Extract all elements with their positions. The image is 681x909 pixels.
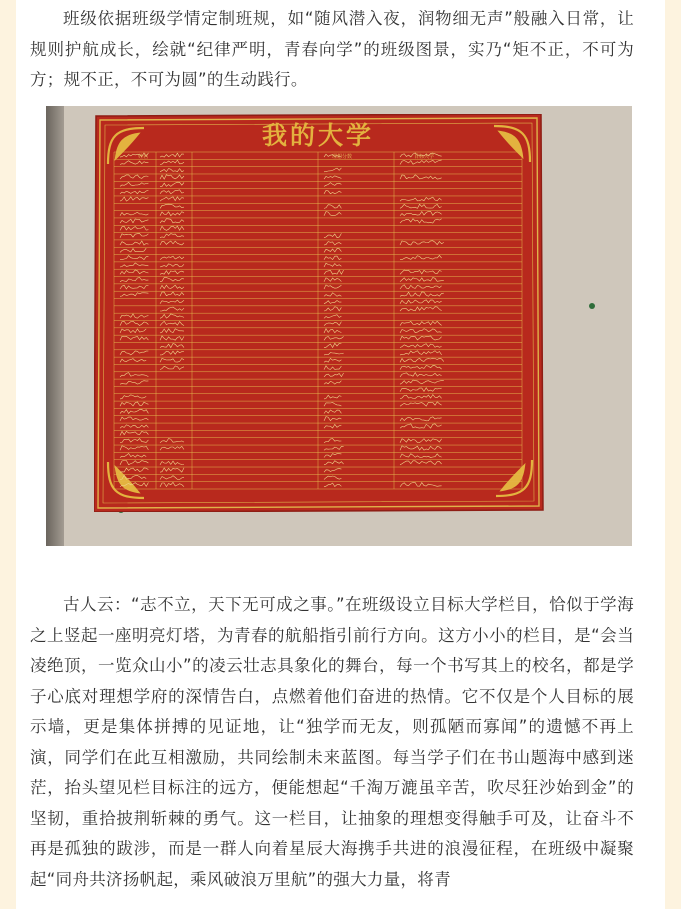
- header-name: 姓名: [138, 154, 149, 160]
- photo-left-shadow: [46, 106, 64, 546]
- target-university-board: [94, 114, 544, 512]
- pushpin-icon: [589, 303, 595, 309]
- header-score: 理想分数: [332, 154, 353, 160]
- header-university: 目标大学: [414, 154, 435, 160]
- classroom-board-photo: [46, 106, 632, 546]
- board-title: 我的大学: [261, 121, 375, 150]
- paragraph-body: 古人云：“志不立，天下无可成之事。”在班级设立目标大学栏目，恰似于学海之上竖起一座明亮灯塔，为青春的航船指引前行方向。这方小小的栏目，是“会当凌绝顶，一览众山小”的凌云壮志具象化的舞台，每一个书写其上的校名，都是学子心底对理想学府的深情告白，点燃着他们奋进的热情。它不仅是个人目标的展示墙，更是集体拼搏的见证地，让“独学而无友，则孤陋而寡闻”的遗憾不再上演，同学们在此互相激励，共同绘制未来蓝图。每当学子们在书山题海中感到迷茫，抬头望见栏目标注的远方，便能想起“千淘万漉虽辛苦，吹尽狂沙始到金”的坚韧，重拾披荆斩棘的勇气。这一栏目，让抽象的理想变得触手可及，让奋斗不再是孤独的跋涉，而是一群人向着星辰大海携手共进的浪漫征程，在班级中凝聚起“同舟共济扬帆起，乘风破浪万里航”的强大力量，将青: [30, 595, 634, 889]
- paragraph-intro: 班级依据班级学情定制班规，如“随风潜入夜，润物细无声”般融入日常，让规则护航成长，绘就“纪律严明，青春向学”的班级图景，实乃“矩不正，不可为方；规不正，不可为圆”的生动践行。: [30, 9, 634, 89]
